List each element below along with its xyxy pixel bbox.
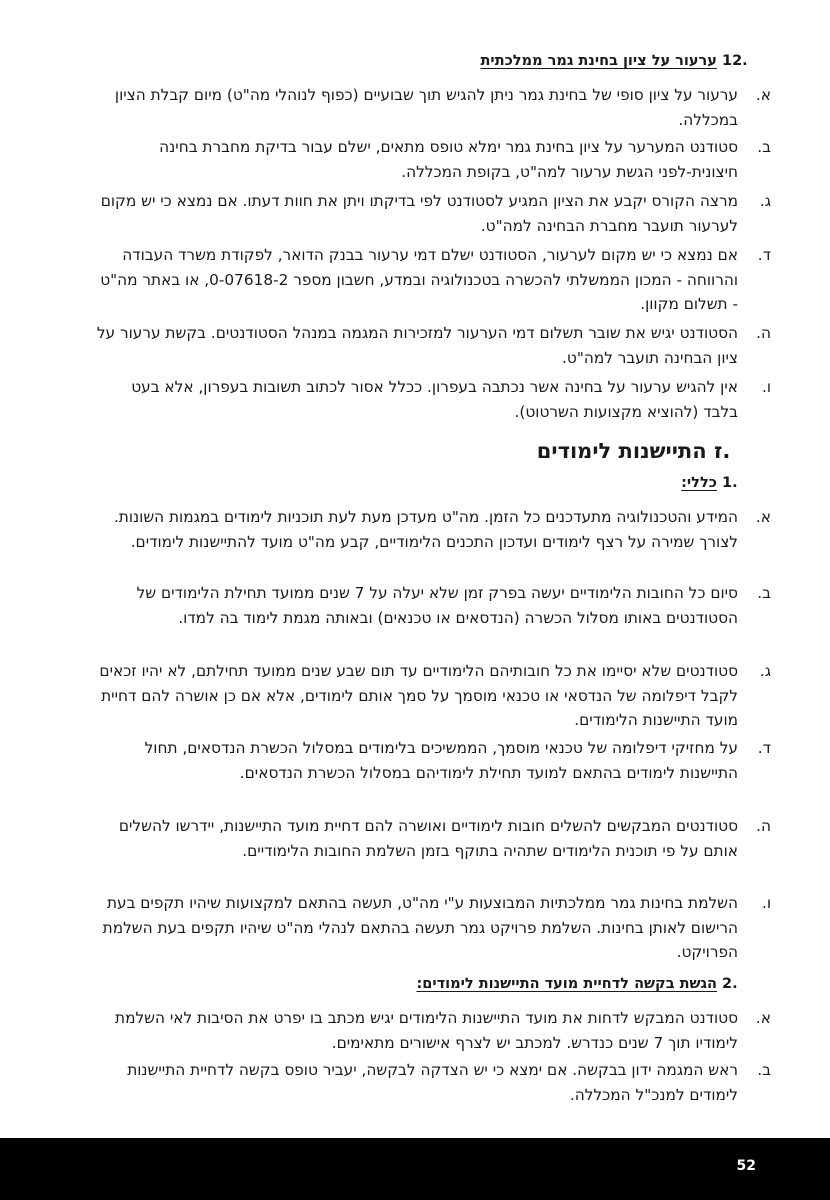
list-item xyxy=(92,891,771,965)
list-item xyxy=(92,83,771,132)
list-item xyxy=(92,135,771,184)
list-item-text: סטודנט המערער על ציון בחינת גמר ימלא טופס מתאים, ישלם עבור בדיקת מחברת בחינה חיצונית-לפני הגשת ערעור למה"ט, בקופת המכללה. xyxy=(159,138,738,181)
list-item-text: המידע והטכנולוגיה מתעדכנים כל הזמן. מה"ט מעדכן מעת לעת תוכניות לימודים במגמות השונות. לצורך שמירה על רצף לימודים ועדכון התכנים הלימודיים, קבע מה"ט מועד להתיישנות לימודים. xyxy=(113,508,738,551)
list-item xyxy=(92,189,771,238)
list-item-text: אין להגיש ערעור על בחינה אשר נכתבה בעפרון. ככלל אסור לכתוב תשובות בעפרון, אלא בעט בלבד (להוציא מקצועות השרטוט). xyxy=(131,378,738,421)
list-item-letter: ב. xyxy=(757,138,771,156)
list-item xyxy=(92,1058,771,1107)
list-item-letter: ג. xyxy=(759,662,771,680)
subsection-2-title: הגשת בקשה לדחיית מועד התיישנות לימודים: xyxy=(416,976,717,992)
list-item-text: השלמת בחינות גמר ממלכתיות המבוצעות ע"י מה"ט, תעשה בהתאם למקצועות שיהיו תקפים בעת הרישום לאותן בחינות. השלמת פרויקט גמר תעשה בהתאם לנהלי מה"ט שיהיו תקפים בעת השלמת הפרויקט. xyxy=(102,894,738,962)
list-item xyxy=(92,814,771,863)
list-item-text: מרצה הקורס יקבע את הציון המגיע לסטודנט לפי בדיקתו ויתן את חוות דעתו. אם נמצא כי יש מקום לערעור תועבר מחברת הבחינה למה"ט. xyxy=(100,192,738,235)
list-item-text: סטודנט המבקש לדחות את מועד התיישנות הלימודים יגיש מכתב בו יפרט את הסיבות לאי השלמת לימודיו תוך 7 שנים כנדרש. למכתב יש לצרף אישורים מתאימים. xyxy=(115,1009,738,1052)
list-item-letter: א. xyxy=(755,1009,771,1027)
list-item-letter: ד. xyxy=(757,739,771,757)
section-12-heading xyxy=(60,49,760,73)
list-item-letter: א. xyxy=(755,508,771,526)
list-item-text: אם נמצא כי יש מקום לערעור, הסטודנט ישלם דמי ערעור בבנק הדואר, לפקודת משרד העבודה והרווחה - המכון הממשלתי להכשרה בטכנולוגיה ובמדע, חשבון מספר 0-07618-2, או באתר מה"ט - תשלום מקוון. xyxy=(100,246,738,314)
list-item-letter: ה. xyxy=(756,817,771,835)
section-z-heading xyxy=(60,436,760,466)
list-item xyxy=(92,581,771,630)
section-z-title: התיישנות לימודים xyxy=(536,439,707,463)
section-z-number: ז. xyxy=(714,439,731,463)
list-item-text: ראש המגמה ידון בבקשה. אם ימצא כי יש הצדקה לבקשה, יעביר טופס בקשה לדחיית התיישנות לימודים למנכ"ל המכללה. xyxy=(127,1061,738,1104)
list-item xyxy=(92,659,771,733)
list-item-letter: ב. xyxy=(757,1061,771,1079)
list-item-letter: ד. xyxy=(757,246,771,264)
list-item-text: סטודנטים שלא יסיימו את כל חובותיהם הלימודיים עד תום שבע שנים ממועד תחילתם, לא יהיו זכאים לקבל דיפלומה של הנדסאי או טכנאי מוסמך על סמך אותם לימודים, אלא אם כן אושרה להם דחיית מועד התיישנות הלימודים. xyxy=(99,662,738,730)
list-item xyxy=(92,1006,771,1055)
list-item-text: סטודנטים המבקשים להשלים חובות לימודיים ואושרה להם דחיית מועד התיישנות, יידרשו להשלים אותם על פי תוכנית הלימודים שתהיה בתוקף בזמן השלמת החובות הלימודיים. xyxy=(118,817,738,860)
list-item-letter: ב. xyxy=(757,584,771,602)
list-item xyxy=(92,375,771,424)
list-item xyxy=(92,505,771,554)
list-item-letter: ה. xyxy=(756,324,771,342)
list-item-letter: א. xyxy=(755,86,771,104)
list-item-text: ערעור על ציון סופי של בחינת גמר ניתן להגיש תוך שבועיים (כפוף לנוהלי מה"ט) מיום קבלת הציון במכללה. xyxy=(114,86,738,129)
subsection-2-heading xyxy=(60,972,760,996)
list-item-text: על מחזיקי דיפלומה של טכנאי מוסמך, הממשיכים בלימודים במסלול הכשרת הנדסאים, תחול התיישנות לימודים בהתאם למועד תחילת לימודיהם במסלול הכשרת הנדסאים. xyxy=(144,739,738,782)
section-12-title: ערעור על ציון בחינת גמר ממלכתית xyxy=(480,53,717,69)
list-item-letter: ו. xyxy=(761,894,771,912)
list-item-text: סיום כל החובות הלימודיים יעשה בפרק זמן שלא יעלה על 7 שנים ממועד תחילת הלימודים של הסטודנטים באותו מסלול הכשרה (הנדסאים או טכנאים) ובאותה מגמת לימוד בה למדו. xyxy=(136,584,738,627)
list-item xyxy=(92,736,771,785)
list-item-letter: ו. xyxy=(761,378,771,396)
subsection-1-number: 1. xyxy=(722,475,738,491)
list-item xyxy=(92,243,771,317)
list-item xyxy=(92,321,771,370)
subsection-1-heading xyxy=(60,471,760,495)
subsection-1-title: כללי: xyxy=(681,475,717,491)
list-item-letter: ג. xyxy=(759,192,771,210)
page-footer xyxy=(0,1138,830,1200)
subsection-2-number: 2. xyxy=(722,976,738,992)
list-item-text: הסטודנט יגיש את שובר תשלום דמי הערעור למזכירות המגמה במנהל הסטודנטים. בקשת ערעור על ציון הבחינה תועבר למה"ט. xyxy=(96,324,738,367)
section-12-number: 12. xyxy=(722,53,748,69)
page-number: 52 xyxy=(736,1158,756,1174)
